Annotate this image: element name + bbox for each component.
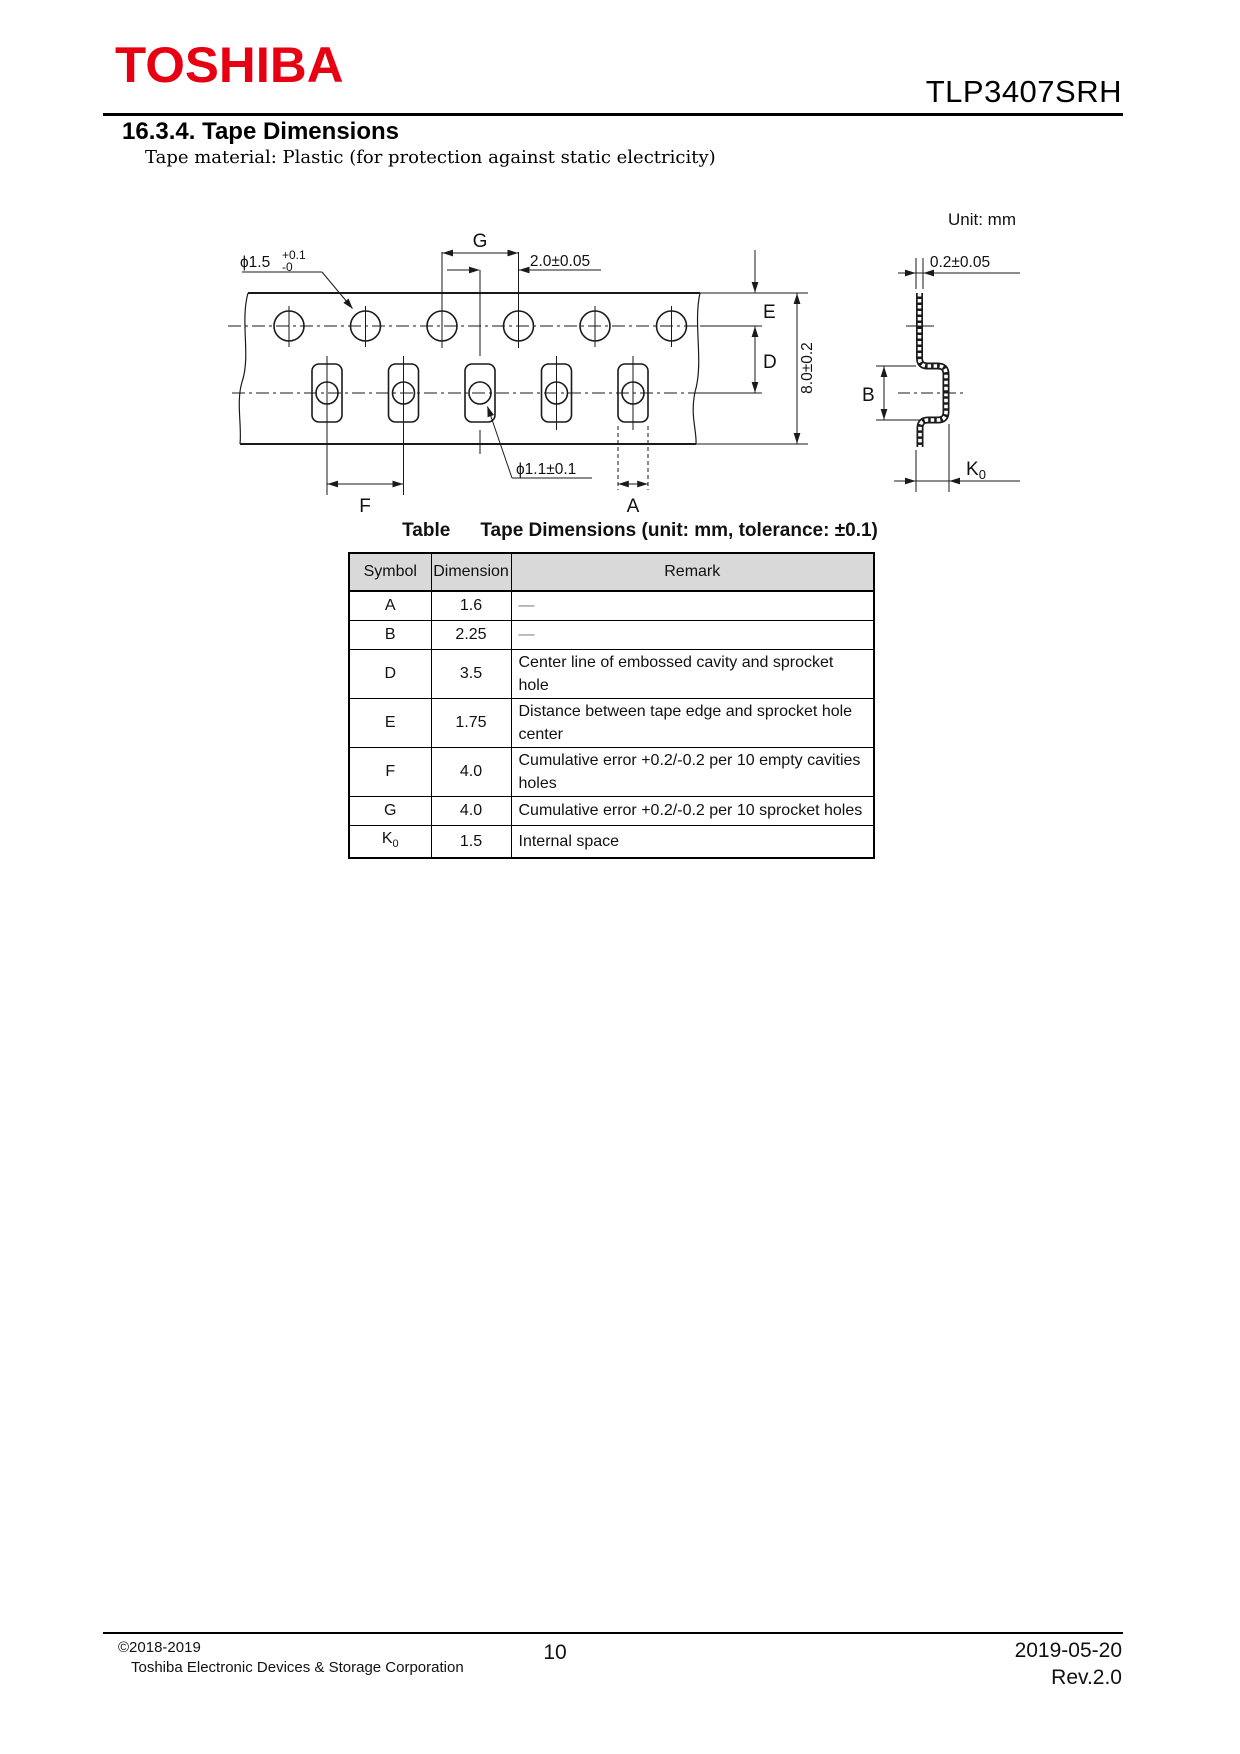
- label-K0: $K_0$: [966, 459, 986, 482]
- label-F: F: [359, 496, 371, 517]
- cell-symbol: F: [349, 747, 431, 796]
- unit-note: Unit: mm: [948, 210, 1016, 229]
- cell-remark: —: [511, 620, 874, 649]
- section-title: 16.3.4. Tape Dimensions: [122, 118, 399, 145]
- col-header-remark: Remark: [511, 553, 874, 591]
- cell-symbol: A: [349, 591, 431, 620]
- table-row: [349, 796, 874, 825]
- cell-remark: Cumulative error +0.2/-0.2 per 10 sprocket holes: [511, 796, 874, 825]
- label-D: D: [763, 352, 777, 373]
- footer-rule: [103, 1632, 1123, 1634]
- table-title: Table Tape Dimensions (unit: mm, tolerance: ±0.1): [402, 520, 878, 541]
- label-A: A: [626, 496, 640, 517]
- cell-remark: Distance between tape edge and sprocket hole center: [511, 698, 874, 747]
- label-sprocket-dia-tol-plus: +0.1: [282, 248, 306, 262]
- dim-A: [618, 426, 648, 490]
- page-number: 10: [543, 1641, 567, 1664]
- tape-side-view: [898, 293, 964, 447]
- cell-remark: Center line of embossed cavity and sprocket hole: [511, 649, 874, 698]
- table-row: [349, 825, 874, 858]
- dim-F: [327, 356, 404, 495]
- cell-dimension: 2.25: [431, 620, 511, 649]
- label-sprocket-dia: ϕ1.5: [240, 254, 271, 271]
- footer-date: 2019-05-20: [1014, 1639, 1122, 1662]
- cell-dimension: 3.5: [431, 649, 511, 698]
- cell-symbol: G: [349, 796, 431, 825]
- cell-dimension: 4.0: [431, 747, 511, 796]
- cell-dimension: 1.6: [431, 591, 511, 620]
- cell-dimension: 1.5: [431, 825, 511, 858]
- table-header-row: [349, 553, 874, 591]
- cell-dimension: 4.0: [431, 796, 511, 825]
- footer-revision: Rev.2.0: [1051, 1666, 1122, 1689]
- dim-E-D-width: [696, 250, 808, 444]
- footer-company: Toshiba Electronic Devices & Storage Corporation: [131, 1659, 464, 1676]
- label-sprocket-dia-tol-minus: -0: [282, 260, 293, 274]
- cell-remark: Cumulative error +0.2/-0.2 per 10 empty cavities holes: [511, 747, 874, 796]
- cell-remark: Internal space: [511, 825, 874, 858]
- cell-symbol: E: [349, 698, 431, 747]
- tape-material-note: Tape material: Plastic (for protection against static electricity): [145, 147, 716, 168]
- col-header-symbol: Symbol: [349, 553, 431, 591]
- label-E: E: [763, 302, 776, 323]
- tape-dimensions-table: [348, 552, 875, 859]
- label-B: B: [862, 385, 875, 406]
- footer-copyright: ©2018-2019: [118, 1639, 201, 1656]
- toshiba-logo: TOSHIBA: [115, 37, 344, 93]
- part-number: TLP3407SRH: [925, 74, 1122, 109]
- table-row: [349, 698, 874, 747]
- tape-drawing: [90, 180, 1040, 520]
- table-row: [349, 620, 874, 649]
- tape-dimensions-figure: [90, 180, 1040, 520]
- col-header-dimension: Dimension: [431, 553, 511, 591]
- cell-remark: —: [511, 591, 874, 620]
- cell-symbol: D: [349, 649, 431, 698]
- cell-symbol: B: [349, 620, 431, 649]
- label-thickness: 0.2±0.05: [929, 254, 991, 271]
- label-G: G: [472, 231, 488, 252]
- table-row: [349, 591, 874, 620]
- table-row: [349, 747, 874, 796]
- cell-symbol: $K_0$: [349, 825, 431, 858]
- label-cavity-dia: ϕ1.1±0.1: [516, 461, 577, 478]
- table-row: [349, 649, 874, 698]
- label-tape-width: 8.0±0.2: [799, 342, 816, 394]
- embossed-cavities: [312, 356, 648, 454]
- cell-dimension: 1.75: [431, 698, 511, 747]
- label-pitch: 2.0±0.05: [529, 253, 591, 270]
- dim-K0: [894, 424, 1020, 492]
- header-rule: [103, 113, 1123, 116]
- dim-pitch-2-0: [447, 270, 601, 356]
- callout-sprocket-dia: [242, 272, 353, 309]
